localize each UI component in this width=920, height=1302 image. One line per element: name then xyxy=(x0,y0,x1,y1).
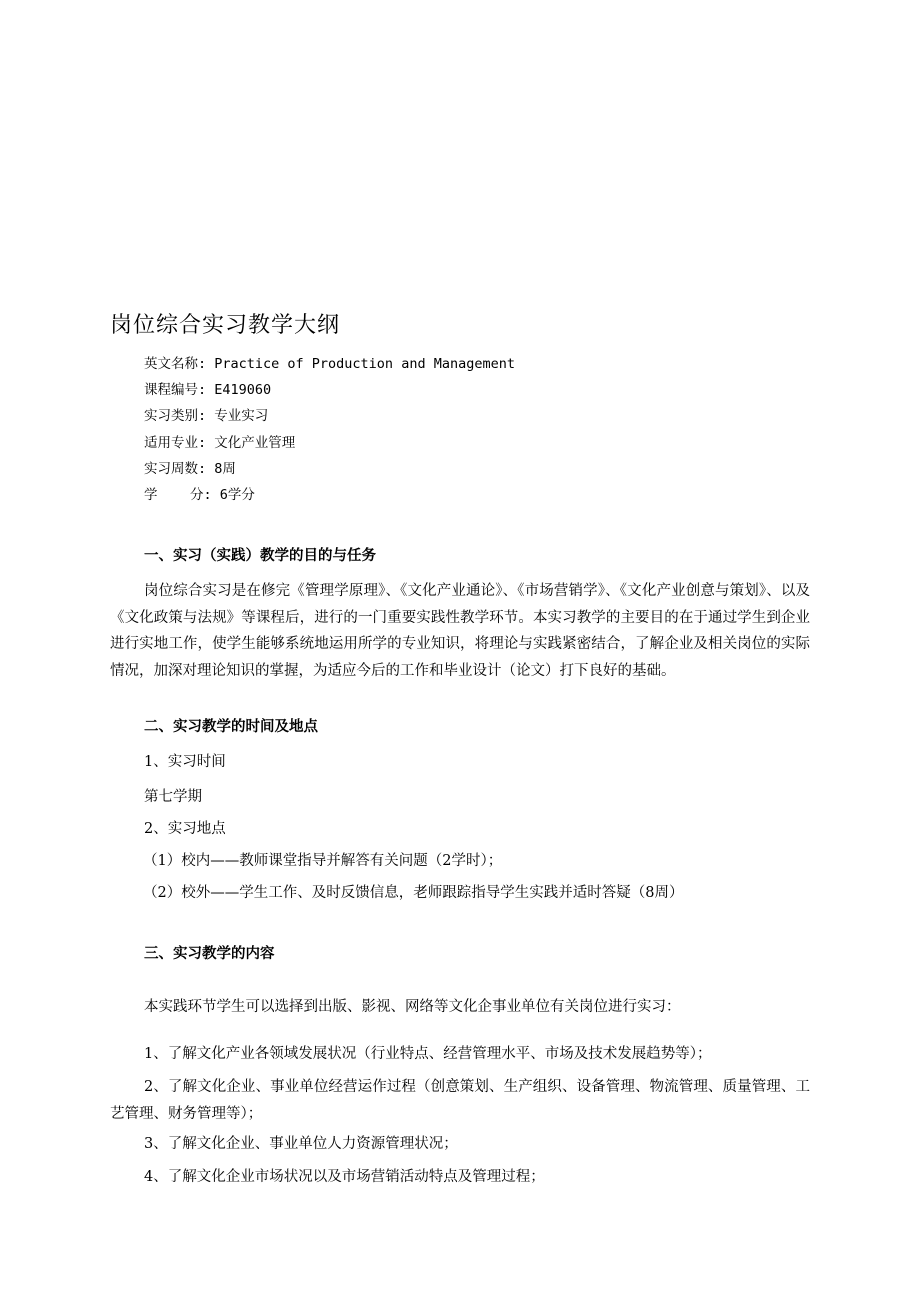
info-credits: 学 分: 6学分 xyxy=(144,486,255,503)
document-title: 岗位综合实习教学大纲 xyxy=(110,313,341,338)
list-item: 1、了解文化产业各领域发展状况（行业特点、经营管理水平、市场及技术发展趋势等）； xyxy=(144,1046,712,1062)
list-item: 1、实习时间 xyxy=(144,754,226,770)
section-intro: 本实践环节学生可以选择到出版、影视、网络等文化企事业单位有关岗位进行实习： xyxy=(144,999,681,1015)
list-item: （1）校内——教师课堂指导并解答有关问题（2学时）； xyxy=(143,853,503,869)
course-info-block xyxy=(144,351,744,508)
info-english-name: 英文名称: Practice of Production and Management xyxy=(144,356,515,372)
list-item: 4、了解文化企业市场状况以及市场营销活动特点及管理过程； xyxy=(144,1169,545,1185)
list-item: （2）校外——学生工作、及时反馈信息，老师跟踪指导学生实践并适时答疑（8周） xyxy=(143,885,684,901)
section-heading: 二、实习教学的时间及地点 xyxy=(144,719,318,735)
info-major: 适用专业: 文化产业管理 xyxy=(144,434,296,451)
info-practice-type: 实习类别: 专业实习 xyxy=(144,408,269,425)
info-weeks: 实习周数: 8周 xyxy=(144,460,236,477)
list-item: 3、了解文化企业、事业单位人力资源管理状况； xyxy=(144,1136,458,1152)
list-item: 第七学期 xyxy=(144,789,202,805)
section-paragraph: 岗位综合实习是在修完《管理学原理》、《文化产业通论》、《市场营销学》、《文化产业创意与策划》、以及《文化政策与法规》等课程后，进行的一门重要实践性教学环节。本实习教学的主要目的在于通过学生到企业进行实地工作，使学生能够系统地运用所学的专业知识，将理论与实践紧密结合，了解企业及相关岗位的实际情况，加深对理论知识的掌握，为适应今后的工作和毕业设计（论文）打下良好的基础。 xyxy=(110,583,810,679)
list-item: 2、了解文化企业、事业单位经营运作过程（创意策划、生产组织、设备管理、物流管理、质量管理、工艺管理、财务管理等）； xyxy=(110,1079,810,1122)
section-heading: 三、实习教学的内容 xyxy=(144,946,275,962)
list-item: 2、实习地点 xyxy=(144,821,226,837)
section-heading: 一、实习（实践）教学的目的与任务 xyxy=(144,548,376,564)
info-course-code: 课程编号: E419060 xyxy=(144,382,272,399)
